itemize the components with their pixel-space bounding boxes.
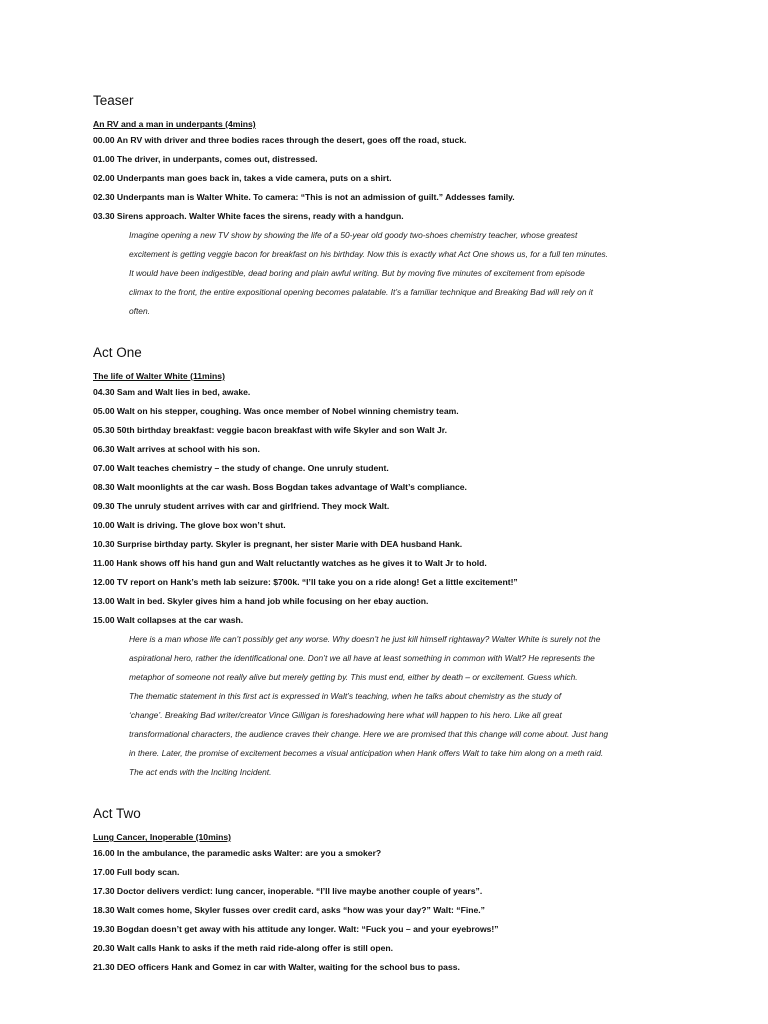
timeline-item: 13.00 Walt in bed. Skyler gives him a hand job while focusing on her ebay auction. [93, 596, 429, 606]
timeline-item: 05.00 Walt on his stepper, coughing. Was once member of Nobel winning chemistry team. [93, 406, 459, 416]
timeline-item: 04.30 Sam and Walt lies in bed, awake. [93, 387, 251, 397]
commentary-line: climax to the front, the entire expositional opening becomes palatable. It’s a familiar technique and Breaking Bad will rely on it [129, 287, 593, 297]
commentary-line: metaphor of someone not really alive but merely getting by. This must end, either by death – or excitement. Guess which. [129, 672, 578, 682]
timeline-item: 06.30 Walt arrives at school with his son. [93, 444, 260, 454]
timeline-item: 08.30 Walt moonlights at the car wash. Boss Bogdan takes advantage of Walt’s compliance. [93, 482, 467, 492]
timeline-item: 16.00 In the ambulance, the paramedic asks Walter: are you a smoker? [93, 848, 382, 858]
section-heading: Act One [93, 345, 142, 360]
timeline-item: 11.00 Hank shows off his hand gun and Walt reluctantly watches as he gives it to Walt Jr to hold. [93, 558, 487, 568]
timeline-item: 19.30 Bogdan doesn’t get away with his attitude any longer. Walt: “Fuck you – and your eyebrows!” [93, 924, 499, 934]
timeline-item: 07.00 Walt teaches chemistry – the study of change. One unruly student. [93, 463, 389, 473]
commentary-line: ‘change’. Breaking Bad writer/creator Vince Gilligan is foreshadowing here what will happen to his hero. Like all great [129, 710, 562, 720]
timeline-item: 15.00 Walt collapses at the car wash. [93, 615, 244, 625]
commentary-line: in there. Later, the promise of excitement becomes a visual anticipation when Hank offers Walt to take him along on a meth raid. [129, 748, 604, 758]
timeline-item: 17.00 Full body scan. [93, 867, 180, 877]
commentary-line: Imagine opening a new TV show by showing the life of a 50-year old goody two-shoes chemistry teacher, whose greatest [129, 230, 578, 240]
commentary-line: often. [129, 306, 150, 316]
section-subheading: Lung Cancer, Inoperable (10mins) [93, 832, 232, 842]
timeline-item: 02.30 Underpants man is Walter White. To camera: “This is not an admission of guilt.” Addesses family. [93, 192, 515, 202]
commentary-line: transformational characters, the audience craves their change. Here we are promised that this change will come about. Just hang [129, 729, 609, 739]
section-subheading: The life of Walter White (11mins) [93, 371, 225, 381]
section-heading: Act Two [93, 806, 141, 821]
section-subheading: An RV and a man in underpants (4mins) [93, 119, 256, 129]
section-act-two [93, 806, 703, 977]
timeline-item: 10.00 Walt is driving. The glove box won’t shut. [93, 520, 286, 530]
timeline-item: 00.00 An RV with driver and three bodies races through the desert, goes off the road, stuck. [93, 135, 467, 145]
commentary-line: aspirational hero, rather the identificational one. Don’t we all have at least something in common with Walt? He represents the [129, 653, 595, 663]
section-act-one [93, 345, 703, 782]
timeline-item: 03.30 Sirens approach. Walter White faces the sirens, ready with a handgun. [93, 211, 404, 221]
commentary-line: The thematic statement in this first act is expressed in Walt’s teaching, when he talks about chemistry as the study of [129, 691, 562, 701]
section-teaser [93, 93, 703, 321]
section-heading: Teaser [93, 93, 134, 108]
timeline-item: 18.30 Walt comes home, Skyler fusses over credit card, asks “how was your day?” Walt: “Fine.” [93, 905, 485, 915]
commentary-line: Here is a man whose life can’t possibly get any worse. Why doesn’t he just kill himself rightaway? Walter White is surely not the [129, 634, 601, 644]
commentary-line: It would have been indigestible, dead boring and plain awful writing. But by moving five minutes of excitement from episode [129, 268, 585, 278]
commentary-line: excitement is getting veggie bacon for breakfast on his birthday. Now this is exactly what Act One shows us, for a full ten minutes. [129, 249, 609, 259]
commentary-line: The act ends with the Inciting Incident. [129, 767, 272, 777]
timeline-item: 17.30 Doctor delivers verdict: lung cancer, inoperable. “I’ll live maybe another couple of years”. [93, 886, 483, 896]
timeline-item: 01.00 The driver, in underpants, comes out, distressed. [93, 154, 318, 164]
timeline-item: 20.30 Walt calls Hank to asks if the meth raid ride-along offer is still open. [93, 943, 394, 953]
timeline-item: 12.00 TV report on Hank’s meth lab seizure: $700k. “I’ll take you on a ride along! Get a little excitement!” [93, 577, 518, 587]
timeline-item: 21.30 DEO officers Hank and Gomez in car with Walter, waiting for the school bus to pass. [93, 962, 460, 972]
timeline-item: 02.00 Underpants man goes back in, takes a vide camera, puts on a shirt. [93, 173, 392, 183]
timeline-item: 10.30 Surprise birthday party. Skyler is pregnant, her sister Marie with DEA husband Hank. [93, 539, 463, 549]
timeline-item: 09.30 The unruly student arrives with car and girlfriend. They mock Walt. [93, 501, 390, 511]
timeline-item: 05.30 50th birthday breakfast: veggie bacon breakfast with wife Skyler and son Walt Jr. [93, 425, 448, 435]
